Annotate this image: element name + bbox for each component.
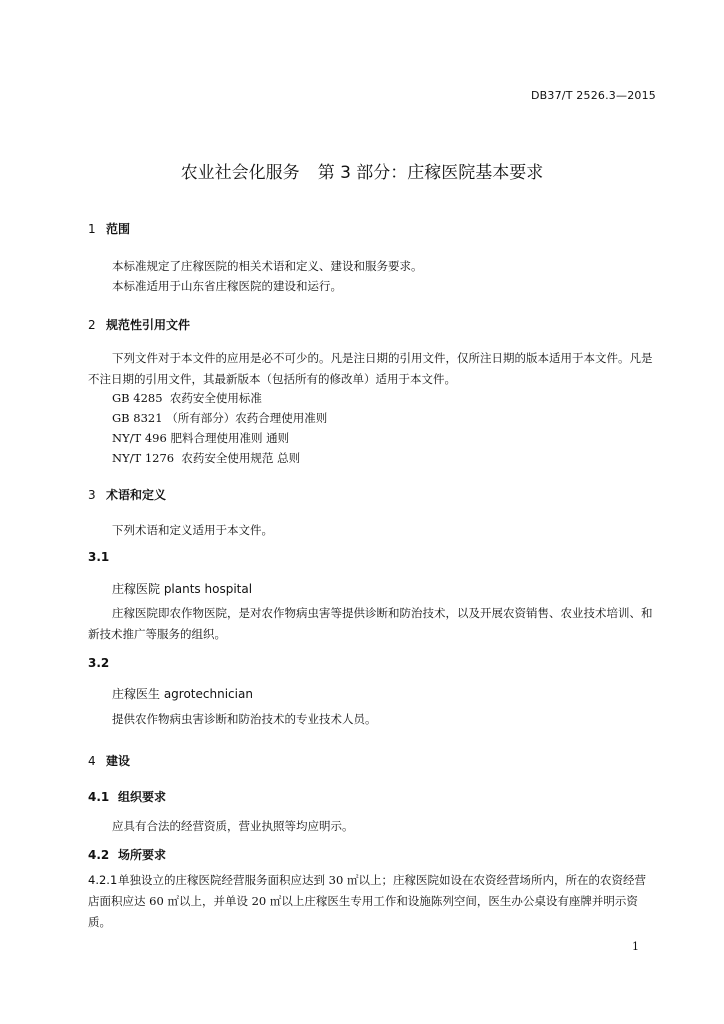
standard-code: DB37/T 2526.3—2015 — [530, 89, 656, 102]
title-part2: 第 3 部分：庄稼医院基本要求 — [317, 163, 544, 183]
term-3-1: 庄稼医院 plants hospital — [112, 582, 253, 596]
term-3-1-number: 3.1 — [88, 550, 110, 564]
section-4-2-heading: 4.2 场所要求 — [88, 848, 167, 862]
reference-item: NY/T 1276 农药安全使用规范 总则 — [112, 451, 301, 465]
reference-item: NY/T 496 肥料合理使用准则 通则 — [112, 431, 290, 445]
section-1-para2: 本标准适用于山东省庄稼医院的建设和运行。 — [112, 279, 342, 293]
section-4-1-heading: 4.1 组织要求 — [88, 790, 167, 804]
section-2-heading: 2 规范性引用文件 — [88, 318, 191, 332]
term-3-2: 庄稼医生 agrotechnician — [112, 687, 253, 701]
section-3-heading: 3 术语和定义 — [88, 488, 167, 502]
section-2-intro: 下列文件对于本文件的应用是必不可少的。凡是注日期的引用文件，仅所注日期的版本适用于本文件。凡是不注日期的引用文件，其最新版本（包括所有的修改单）适用于本文件。 — [88, 351, 653, 386]
reference-item: GB 8321 （所有部分）农药合理使用准则 — [112, 411, 328, 425]
section-1-para1: 本标准规定了庄稼医院的相关术语和定义、建设和服务要求。 — [112, 259, 423, 273]
term-3-1-definition: 庄稼医院即农作物医院，是对农作物病虫害等提供诊断和防治技术，以及开展农资销售、农业技术培训、和新技术推广等服务的组织。 — [88, 606, 653, 641]
document-title — [0, 158, 724, 183]
section-3-intro: 下列术语和定义适用于本文件。 — [112, 523, 273, 537]
section-4-1-para: 应具有合法的经营资质，营业执照等均应明示。 — [112, 819, 354, 833]
term-3-2-number: 3.2 — [88, 656, 110, 670]
page-number: 1 — [632, 940, 639, 953]
clause-4-2-1: 4.2.1单独设立的庄稼医院经营服务面积应达到 30 ㎡以上；庄稼医院如设在农资经营场所内，所在的农资经营店面积应达 60 ㎡以上，并单设 20 ㎡以上庄稼医生专用工作和设施陈列空间，医生办公桌设有座牌并明示资质。 — [88, 873, 646, 929]
term-3-2-definition: 提供农作物病虫害诊断和防治技术的专业技术人员。 — [112, 712, 377, 726]
section-1-heading: 1 范围 — [88, 222, 131, 236]
title-part1: 农业社会化服务 — [180, 163, 300, 183]
reference-item: GB 4285 农药安全使用标准 — [112, 391, 262, 405]
section-4-heading: 4 建设 — [88, 754, 131, 768]
